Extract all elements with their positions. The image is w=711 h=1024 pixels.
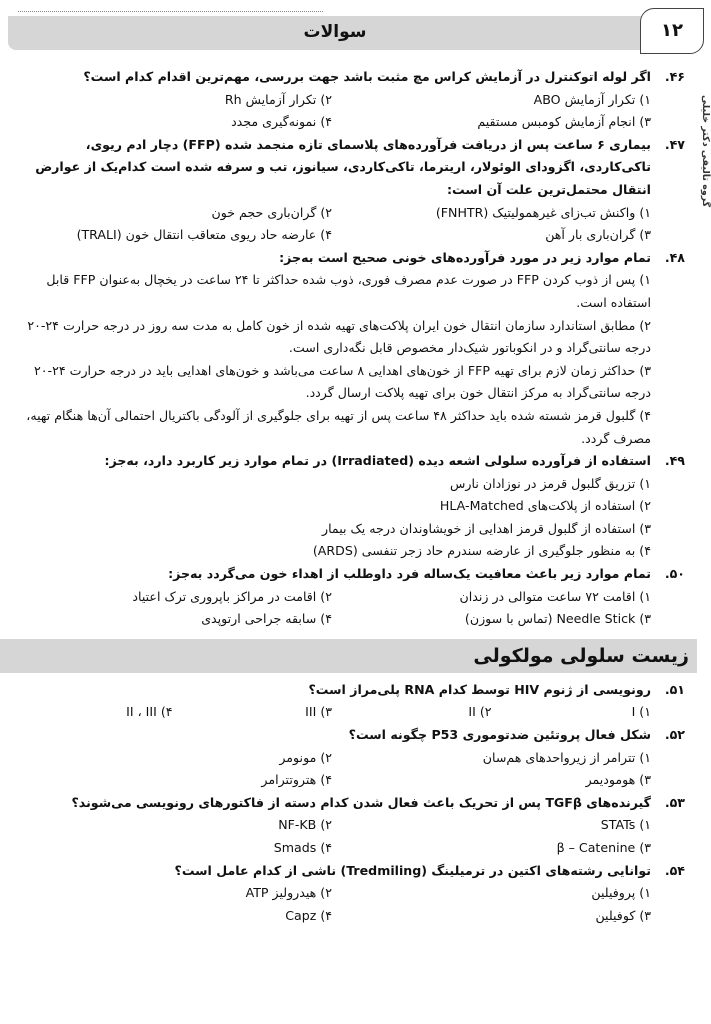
option: ۲) هیدرولیز ATP [245,885,332,901]
option: ۳) کوفیلین [595,907,651,923]
option: ۲) استفاده از پلاکت‌های HLA-Matched [439,498,651,514]
option: ۱) تکرار آزمایش ABO [533,91,651,107]
option: β – Catenine (۳ [556,840,651,855]
option: ۳) حداکثر زمان لازم برای تهیه FFP از خون‌های اهدایی ۸ ساعت می‌باشد و خون‌های اهدایی باید در درجه حرارت ۲۴-۲۰ درجه سانتی‌گراد به مرکز انتقال خون برای تهیه پلاکت ارسال گردد. [34,362,651,401]
option: ۳) گران‌باری بار آهن [545,227,651,243]
question-number: ۵۱. [664,681,685,697]
options-row [13,586,685,609]
options-row [13,89,685,112]
option: II (۲ [468,704,492,720]
option: ۱) واکنش تب‌زای غیرهمولیتیک (FNHTR) [435,204,651,220]
page-header [8,8,704,52]
question-number: ۴۷. [664,136,685,152]
question-text: بیماری ۶ ساعت پس از دریافت فرآورده‌های پلاسمای تازه منجمد شده (FFP) دچار ادم ریوی، تاکی‌کاردی، اگزودای الوئولار، اریترما، تاکی‌کاردی، سیانوز، تب و سرفه شده است کدام‌یک از عوارض انتقال محتمل‌ترین علت آن است: [35,136,651,197]
option: ۲) مونومر [279,749,332,765]
option: ۱) تزریق گلبول قرمز در نوزادان نارس [450,475,651,491]
question-number: ۵۳. [664,794,685,810]
option: III (۳ [305,704,332,720]
options-row [13,905,685,928]
question-52 [13,724,685,747]
question-51 [13,679,685,702]
option: ۱) تترامر از زیرواحدهای هم‌سان [482,749,651,765]
question-number: ۴۸. [664,249,685,265]
option: ۳) استفاده از گلبول قرمز اهدایی از خویشاوندان درجه یک بیمار [322,520,651,536]
question-50 [13,563,685,586]
page-title: سوالات [303,22,367,42]
option: ۱) اقامت ۷۲ ساعت متوالی در زندان [459,588,651,604]
question-48 [13,247,685,270]
question-text: استفاده از فرآورده سلولی اشعه دیده (Irradiated) در تمام موارد زیر کاربرد دارد، به‌جز: [104,453,651,469]
option: ۲) تکرار آزمایش Rh [224,91,332,107]
question-53 [13,792,685,815]
option: ۴) نمونه‌گیری مجدد [231,114,332,130]
question-text: رونویسی از ژنوم HIV توسط کدام RNA پلی‌مراز است؟ [308,681,651,697]
option: ۲) اقامت در مراکز باپروری ترک اعتیاد [132,588,332,604]
question-text: تمام موارد زیر باعث معافیت یک‌ساله فرد داوطلب از اهداء خون می‌گردد به‌جز: [168,566,651,582]
side-label: گروه تألیفی دکتر خلیلی [700,94,711,208]
options-row [13,769,685,792]
option: ۳) Needle Stick (تماس با سوزن) [464,611,651,627]
question-number: ۵۰. [664,566,685,582]
option: ۴) به منظور جلوگیری از عارضه سندرم حاد زجر تنفسی (ARDS) [312,543,651,559]
option: ۴) Capz [285,907,332,923]
question-text: توانایی رشته‌های اکتین در ترمیلینگ (Tredmiling) ناشی از کدام عامل است؟ [174,862,651,878]
question-49 [13,450,685,473]
options-row [13,224,685,247]
option: II ، III (۴ [126,704,173,720]
question-text: شکل فعال پروتئین ضدتوموری P53 چگونه است؟ [348,727,651,743]
option: ۱) پروفیلین [591,885,651,901]
options-row [13,701,685,724]
option: ۳) انجام آزمایش کومبس مستقیم [477,114,651,130]
question-54 [13,860,685,883]
option: STATs (۱ [600,817,651,833]
header-dotted-rule [18,11,323,12]
option: ۱) پس از ذوب کردن FFP در صورت عدم مصرف فوری، ذوب شده حداکثر تا ۲۴ ساعت در یخچال به‌عنوان FFP قابل استفاده است. [46,272,651,310]
option: ۴) عارضه حاد ریوی متعاقب انتقال خون (TRALI) [76,227,332,243]
options-row [13,111,685,134]
options-row [13,202,685,225]
options-row [13,814,685,837]
option: Smads (۴ [273,840,332,855]
question-number: ۵۲. [664,727,685,743]
option: I (۱ [631,704,651,720]
options-row [13,608,685,631]
option: ۴) سابقه جراحی ارتوپدی [201,611,332,627]
option: ۳) هومودیمر [585,772,651,788]
question-number: ۴۹. [664,453,685,469]
question-text: اگر لوله اتوکنترل در آزمایش کراس مچ مثبت باشد جهت بررسی، مهم‌ترین اقدام کدام است؟ [83,69,651,84]
option: ۲) مطابق استاندارد سازمان انتقال خون ایران پلاکت‌های تهیه شده از خون کامل به مدت سه روز در درجه حرارت ۲۴-۲۰ درجه سانتی‌گراد و در انکوباتور شیک‌دار مخصوص قابل نگه‌داری است. [27,317,651,356]
page-number: ۱۲ [640,8,704,54]
question-number: ۴۶. [664,69,685,84]
question-text: گیرنده‌های TGFβ پس از تحریک باعث فعال شدن کدام دسته از فاکتورهای رونویسی می‌شوند؟ [71,794,651,810]
question-text: تمام موارد زیر در مورد فرآورده‌های خونی صحیح است به‌جز: [279,249,651,265]
question-46 [13,66,685,89]
options-row [13,747,685,770]
option: ۲) گران‌باری حجم خون [211,204,332,220]
questions-content [13,66,689,927]
option: ۴) هتروتترامر [261,772,332,788]
options-row [13,837,685,860]
section-heading: زیست سلولی مولکولی [0,639,697,673]
question-number: ۵۴. [664,862,685,878]
question-47 [13,134,685,202]
options-row [13,882,685,905]
option: ۴) گلبول قرمز شسته شده باید حداکثر ۴۸ ساعت پس از تهیه برای جلوگیری از آلودگی باکتریال احتمالی آن‌ها هنگام تهیه، مصرف گردد. [26,407,651,446]
option: NF-KB (۲ [278,817,332,833]
